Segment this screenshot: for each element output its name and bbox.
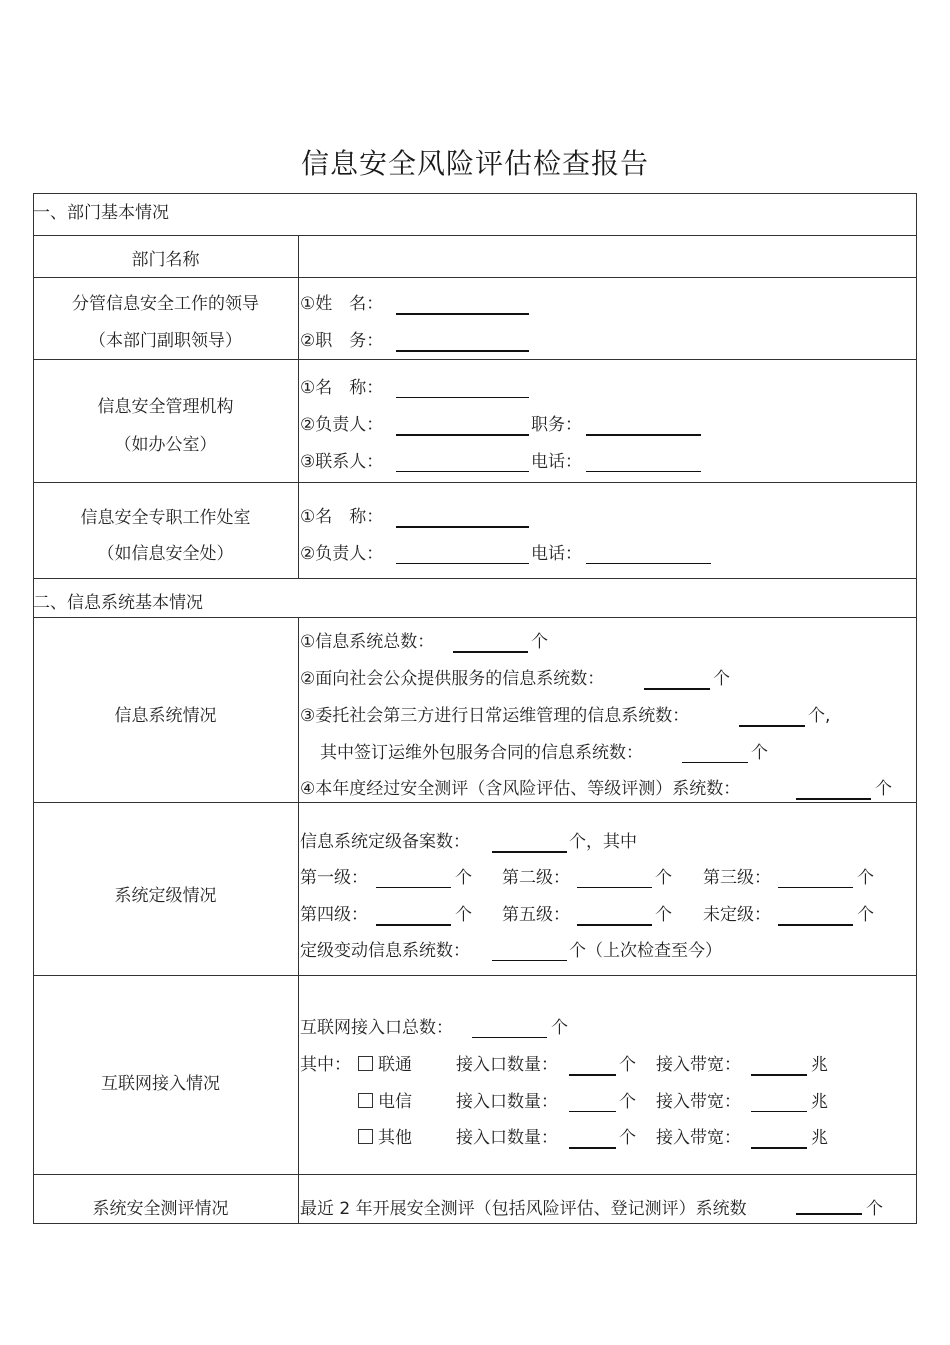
unit-text: 个 <box>751 743 768 763</box>
leader-label-line1: 分管信息安全工作的领导 <box>72 294 259 314</box>
grade1-field[interactable] <box>376 887 451 888</box>
office-name-field[interactable] <box>396 526 529 528</box>
count-label: 接入口数量： <box>456 1092 558 1112</box>
mgmt-org-head-position-label: 职务： <box>531 415 582 435</box>
evaluation-label: 系统安全测评情况 <box>92 1199 229 1219</box>
count-label: 接入口数量： <box>456 1128 558 1148</box>
dept-name-field[interactable] <box>305 250 905 270</box>
internet-total-field[interactable] <box>472 1037 547 1038</box>
changed-field[interactable] <box>492 960 567 961</box>
grade3-label: 第三级： <box>703 868 771 888</box>
column-divider <box>298 617 299 1224</box>
internet-label: 互联网接入情况 <box>101 1074 220 1094</box>
leader-position-field[interactable] <box>396 350 529 352</box>
isp-name: 其他 <box>378 1128 412 1148</box>
changed-suffix: 个（上次检查至今） <box>569 941 722 961</box>
mgmt-org-contact-field[interactable] <box>396 471 529 472</box>
outsourced-systems-label: ③委托社会第三方进行日常运维管理的信息系统数： <box>300 706 690 726</box>
row-divider <box>33 277 917 278</box>
grade5-field[interactable] <box>577 924 652 926</box>
systems-total-label: ①信息系统总数： <box>300 632 435 652</box>
office-head-label: ②负责人： <box>300 544 384 564</box>
mgmt-org-name-label: ①名 称： <box>300 378 384 398</box>
mgmt-org-phone-label: 电话： <box>531 452 582 472</box>
leader-position-label: ②职 务： <box>300 331 384 351</box>
grade1-label: 第一级： <box>300 868 368 888</box>
unit-text: 个 <box>875 779 892 799</box>
unit-text: 个 <box>619 1092 636 1112</box>
unit-text: 个 <box>619 1055 636 1075</box>
unit-text: 个 <box>713 669 730 689</box>
checkbox-icon <box>358 1056 373 1071</box>
office-label-line2: （如信息安全处） <box>97 544 234 564</box>
column-divider <box>298 235 299 578</box>
unit-text: 个 <box>531 632 548 652</box>
mgmt-org-label-line2: （如办公室） <box>114 435 217 455</box>
bandwidth-unit: 兆 <box>811 1092 828 1112</box>
mgmt-org-phone-field[interactable] <box>586 471 701 472</box>
isp-unicom-checkbox[interactable] <box>358 1055 412 1075</box>
mgmt-org-head-position-field[interactable] <box>586 434 701 436</box>
unit-text: 个 <box>655 868 672 888</box>
contract-systems-field[interactable] <box>682 762 748 763</box>
mgmt-org-contact-label: ③联系人： <box>300 452 384 472</box>
other-bandwidth-field[interactable] <box>751 1147 807 1149</box>
mgmt-org-name-field[interactable] <box>396 397 529 398</box>
row-divider <box>33 1174 917 1175</box>
among-label: 其中： <box>300 1055 351 1075</box>
office-label-line1: 信息安全专职工作处室 <box>80 508 251 528</box>
page-title: 信息安全风险评估检查报告 <box>300 147 649 180</box>
dept-name-label: 部门名称 <box>131 250 200 270</box>
row-divider <box>33 235 917 236</box>
bandwidth-unit: 兆 <box>811 1128 828 1148</box>
unit-text: 个 <box>655 905 672 925</box>
office-phone-field[interactable] <box>586 563 711 564</box>
bandwidth-label: 接入带宽： <box>656 1055 741 1075</box>
bandwidth-label: 接入带宽： <box>656 1092 741 1112</box>
ungraded-label: 未定级： <box>703 905 771 925</box>
office-phone-label: 电话： <box>531 544 582 564</box>
unit-text: 个 <box>619 1128 636 1148</box>
checkbox-icon <box>358 1093 373 1108</box>
unit-text: 个 <box>857 868 874 888</box>
count-label: 接入口数量： <box>456 1055 558 1075</box>
bandwidth-unit: 兆 <box>811 1055 828 1075</box>
grading-label: 系统定级情况 <box>114 886 217 906</box>
telecom-bandwidth-field[interactable] <box>751 1111 807 1112</box>
evaluation-field[interactable] <box>796 1213 862 1215</box>
outsourced-systems-field[interactable] <box>739 725 805 727</box>
row-divider <box>33 359 917 360</box>
evaluated-systems-field[interactable] <box>796 798 871 800</box>
grade2-field[interactable] <box>577 887 652 888</box>
section1-heading: 一、部门基本情况 <box>33 203 169 223</box>
isp-telecom-checkbox[interactable] <box>358 1092 412 1112</box>
unit-text: 个 <box>866 1199 883 1219</box>
unicom-count-field[interactable] <box>569 1074 616 1076</box>
grade3-field[interactable] <box>778 887 853 888</box>
filed-suffix: 个，其中 <box>569 832 637 852</box>
row-divider <box>33 482 917 483</box>
office-head-field[interactable] <box>396 563 529 564</box>
bandwidth-label: 接入带宽： <box>656 1128 741 1148</box>
grade4-field[interactable] <box>376 924 451 926</box>
internet-total-label: 互联网接入口总数： <box>300 1018 453 1038</box>
row-divider <box>33 578 917 579</box>
isp-name: 联通 <box>378 1055 412 1075</box>
mgmt-org-head-field[interactable] <box>396 434 529 436</box>
unit-text: 个, <box>808 706 831 726</box>
mgmt-org-head-label: ②负责人： <box>300 415 384 435</box>
grade5-label: 第五级： <box>502 905 570 925</box>
unit-text: 个 <box>455 905 472 925</box>
row-divider <box>33 617 917 618</box>
changed-label: 定级变动信息系统数： <box>300 941 470 961</box>
telecom-count-field[interactable] <box>569 1111 616 1112</box>
public-systems-label: ②面向社会公众提供服务的信息系统数： <box>300 669 605 689</box>
leader-label-line2: （本部门副职领导） <box>89 331 242 351</box>
unit-text: 个 <box>455 868 472 888</box>
office-name-label: ①名 称： <box>300 507 384 527</box>
evaluation-text: 最近 2 年开展安全测评（包括风险评估、登记测评）系统数 <box>300 1199 747 1219</box>
checkbox-icon <box>358 1129 373 1144</box>
filed-field[interactable] <box>492 851 567 853</box>
grade4-label: 第四级： <box>300 905 368 925</box>
systems-total-field[interactable] <box>453 651 528 653</box>
isp-other-checkbox[interactable] <box>358 1128 412 1148</box>
other-count-field[interactable] <box>569 1147 616 1149</box>
ungraded-field[interactable] <box>778 924 853 926</box>
systems-label: 信息系统情况 <box>114 706 217 726</box>
row-divider <box>33 975 917 976</box>
leader-name-field[interactable] <box>396 313 529 315</box>
leader-name-label: ①姓 名： <box>300 294 384 314</box>
mgmt-org-label-line1: 信息安全管理机构 <box>97 397 234 417</box>
evaluated-systems-label: ④本年度经过安全测评（含风险评估、等级评测）系统数： <box>300 779 741 799</box>
unit-text: 个 <box>857 905 874 925</box>
public-systems-field[interactable] <box>644 688 710 690</box>
isp-name: 电信 <box>378 1092 412 1112</box>
row-divider <box>33 802 917 803</box>
grade2-label: 第二级： <box>502 868 570 888</box>
section2-heading: 二、信息系统基本情况 <box>33 593 203 613</box>
contract-systems-label: 其中签订运维外包服务合同的信息系统数： <box>320 743 643 763</box>
unicom-bandwidth-field[interactable] <box>751 1074 807 1076</box>
filed-label: 信息系统定级备案数： <box>300 832 470 852</box>
unit-text: 个 <box>551 1018 568 1038</box>
